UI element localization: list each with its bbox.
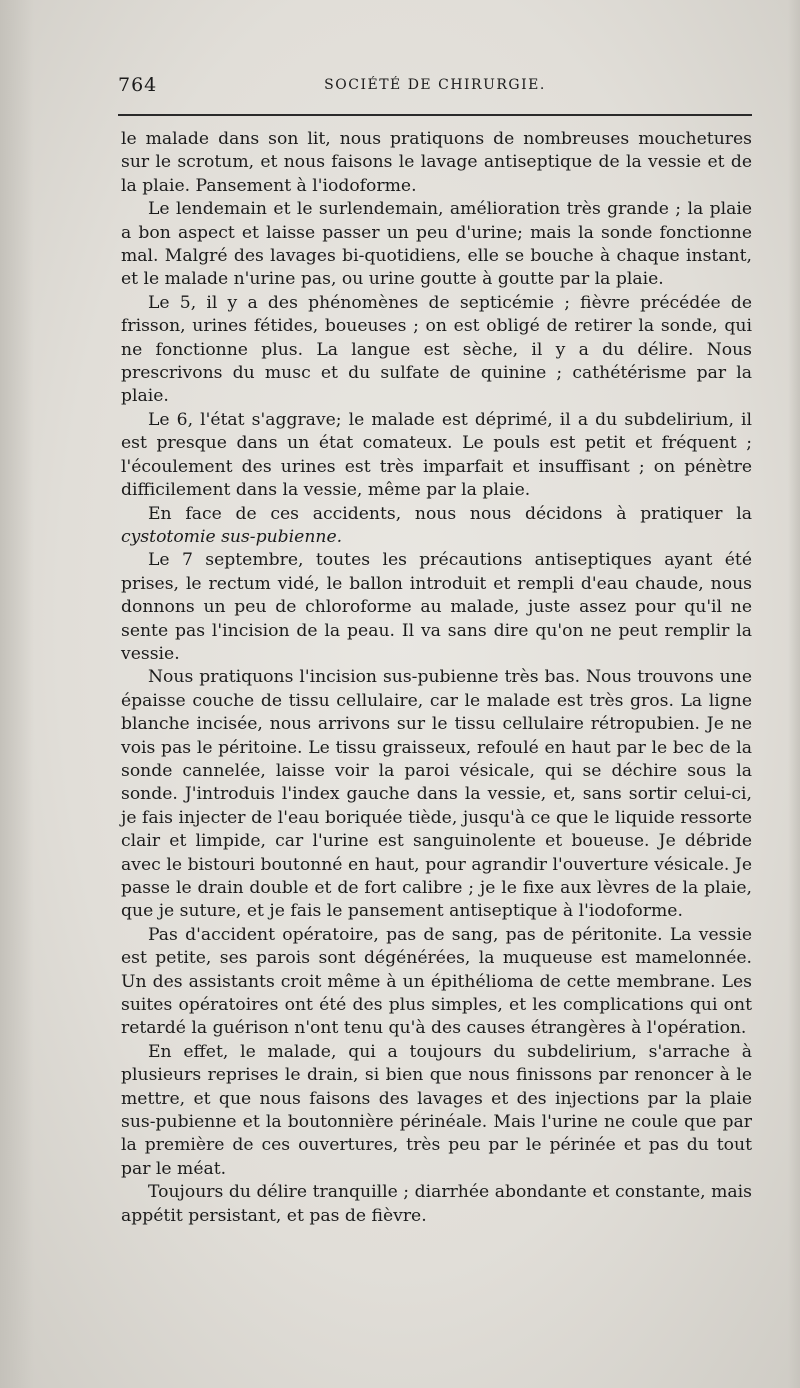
body-text bbox=[121, 128, 752, 1228]
paragraph-9: En effet, le malade, qui a toujours du subdelirium, s'arrache à plusieurs reprises le drain, si bien que nous finissons par renoncer à le mettre, et que nous faisons des lavages et des injections par la plaie sus-pubienne et la boutonnière périnéale. Mais l'urine ne coule que par la première de ces ouvertures, très peu par le périnée et pas du tout par le méat. bbox=[121, 1041, 752, 1179]
paragraph-4: Le 6, l'état s'aggrave; le malade est déprimé, il a du subdelirium, il est presque dans un état comateux. Le pouls est petit et fréquent ; l'écoulement des urines est très imparfait et insuffisant ; on pénètre difficilement dans la vessie, même par la plaie. bbox=[121, 409, 752, 501]
paragraph-5-italic: cystotomie sus-pubienne. bbox=[121, 526, 343, 547]
paragraph-3: Le 5, il y a des phénomènes de septicémie ; fièvre précédée de frisson, urines fétides, boueuses ; on est obligé de retirer la sonde, qui ne fonctionne plus. La langue est sèche, il y a du délire. Nous prescrivons du musc et du sulfate de quinine ; cathétérisme par la plaie. bbox=[121, 292, 752, 407]
paragraph-1: le malade dans son lit, nous pratiquons de nombreuses mouchetures sur le scrotum, et nous faisons le lavage antiseptique de la vessie et de la plaie. Pansement à l'iodoforme. bbox=[121, 129, 752, 196]
scan-shadow-right bbox=[788, 0, 800, 1388]
paragraph-5 bbox=[121, 503, 752, 550]
paragraph-5-text: En face de ces accidents, nous nous décidons à pratiquer la bbox=[148, 503, 752, 524]
paragraph-7: Nous pratiquons l'incision sus-pubienne très bas. Nous trouvons une épaisse couche de tissu cellulaire, car le malade est très gros. La ligne blanche incisée, nous arrivons sur le tissu cellulaire rétropubien. Je ne vois pas le péritoine. Le tissu graisseux, refoulé en haut par le bec de la sonde cannelée, laisse voir la paroi vésicale, qui se déchire sous la sonde. J'introduis l'index gauche dans la vessie, et, sans sortir celui-ci, je fais injecter de l'eau boriquée tiède, jusqu'à ce que le liquide ressorte clair et limpide, car l'urine est sanguinolente et boueuse. Je débride avec le bistouri boutonné en haut, pour agrandir l'ouverture vésicale. Je passe le drain double et de fort calibre ; je le fixe aux lèvres de la plaie, que je suture, et je fais le pansement antiseptique à l'iodoforme. bbox=[121, 667, 752, 922]
running-header bbox=[118, 74, 752, 100]
header-rule bbox=[118, 114, 752, 116]
scan-shadow-left bbox=[0, 0, 34, 1388]
paragraph-2: Le lendemain et le surlendemain, amélioration très grande ; la plaie a bon aspect et laisse passer un peu d'urine; mais la sonde fonctionne mal. Malgré des lavages bi-quotidiens, elle se bouche à chaque instant, et le malade n'urine pas, ou urine goutte à goutte par la plaie. bbox=[121, 199, 752, 290]
paragraph-6: Le 7 septembre, toutes les précautions antiseptiques ayant été prises, le rectum vidé, le ballon introduit et rempli d'eau chaude, nous donnons un peu de chloroforme au malade, juste assez pour qu'il ne sente pas l'incision de la peau. Il va sans dire qu'on ne peut remplir la vessie. bbox=[121, 550, 752, 664]
paragraph-8: Pas d'accident opératoire, pas de sang, pas de péritonite. La vessie est petite, ses parois sont dégénérées, la muqueuse est mamelonnée. Un des assistants croit même à un épithélioma de cette membrane. Les suites opératoires ont été des plus simples, et les complications qui ont retardé la guérison n'ont tenu qu'à des causes étrangères à l'opération. bbox=[121, 924, 752, 1039]
running-title: SOCIÉTÉ DE CHIRURGIE. bbox=[324, 77, 546, 93]
page-number: 764 bbox=[118, 74, 158, 96]
paragraph-10: Toujours du délire tranquille ; diarrhée abondante et constante, mais appétit persistant, et pas de fièvre. bbox=[121, 1182, 752, 1226]
